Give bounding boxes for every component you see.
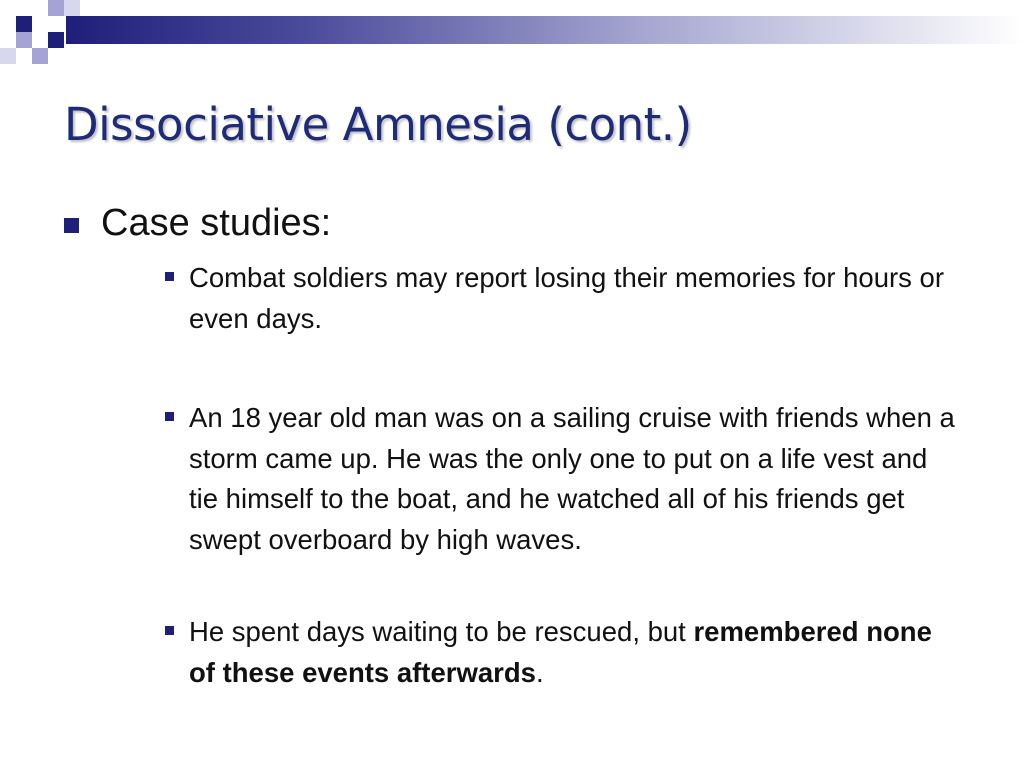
deco-square bbox=[0, 48, 16, 64]
bullet-text: An 18 year old man was on a sailing cruise with friends when a storm came up. He was the only one to put on a life vest and tie himself to the boat, and he watched all of his friends get swept overboard by high waves. bbox=[189, 402, 955, 555]
bullet-level2 bbox=[165, 258, 965, 339]
bullet-text: Combat soldiers may report losing their memories for hours or even days. bbox=[189, 262, 945, 334]
bullet-text-end: . bbox=[535, 656, 544, 688]
deco-square bbox=[48, 32, 64, 48]
square-bullet-icon bbox=[165, 626, 174, 635]
bullet-level2 bbox=[165, 398, 965, 560]
deco-square bbox=[32, 48, 48, 64]
bullet-level1 bbox=[64, 198, 331, 248]
square-bullet-icon bbox=[165, 412, 174, 421]
bullet-level2 bbox=[165, 612, 965, 693]
deco-square bbox=[48, 0, 64, 16]
slide-title: Dissociative Amnesia (cont.) bbox=[64, 98, 692, 151]
bullet-text: Case studies: bbox=[101, 202, 332, 244]
bullet-text bbox=[189, 612, 959, 693]
bullet-text-bold: remembered none of these events afterwards bbox=[189, 616, 932, 688]
header-gradient-bar bbox=[66, 16, 1024, 44]
deco-square bbox=[16, 32, 32, 48]
bullet-text-plain: He spent days waiting to be rescued, but bbox=[189, 616, 694, 647]
deco-square bbox=[64, 0, 80, 16]
square-bullet-icon bbox=[165, 272, 174, 281]
deco-square bbox=[16, 16, 32, 32]
square-bullet-icon bbox=[64, 218, 79, 233]
